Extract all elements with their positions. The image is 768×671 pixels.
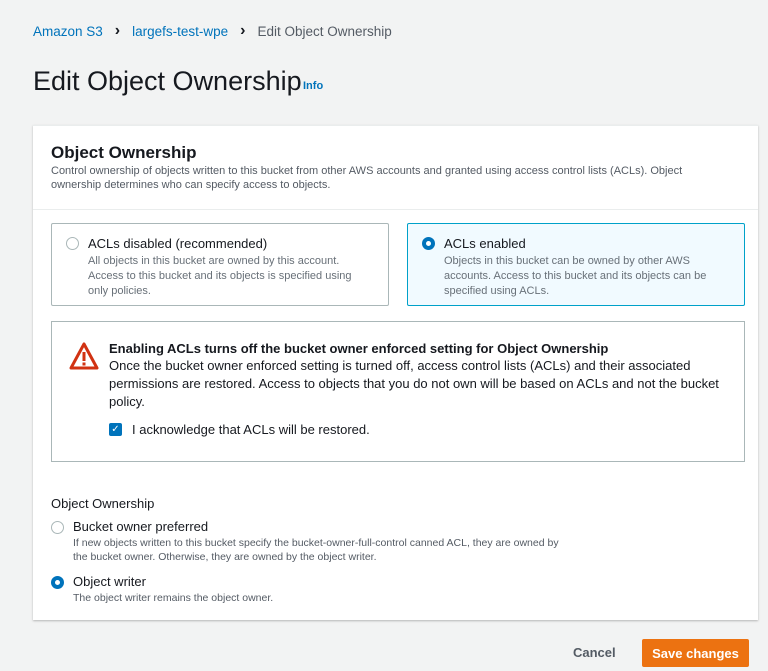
warning-icon: [69, 342, 99, 370]
option-object-writer[interactable]: [51, 574, 571, 605]
option-description: If new objects written to this bucket specify the bucket-owner-full-control canned ACL, they are owned by the bucket owner. Otherwise, they are owned by the object writer.: [73, 537, 559, 563]
acknowledge-label: I acknowledge that ACLs will be restored.: [132, 422, 370, 437]
tile-title: ACLs enabled: [444, 236, 526, 251]
panel-title: Object Ownership: [51, 143, 197, 162]
tile-title: ACLs disabled (recommended): [88, 236, 268, 251]
breadcrumb-amazon-s3[interactable]: Amazon S3: [33, 23, 103, 39]
option-title: Object writer: [73, 574, 146, 589]
breadcrumb: [33, 22, 392, 40]
option-description: The object writer remains the object owner.: [73, 592, 274, 604]
acls-enabled-tile[interactable]: [407, 223, 745, 306]
radio-bucket-owner-preferred[interactable]: [51, 521, 64, 534]
option-bucket-owner-preferred[interactable]: [51, 519, 571, 564]
chevron-right-icon: ›: [240, 22, 246, 39]
warning-alert: [51, 321, 745, 462]
tile-description: All objects in this bucket are owned by this account. Access to this bucket and its objects is specified using only policies.: [88, 255, 352, 297]
divider: [33, 209, 758, 210]
breadcrumb-current: Edit Object Ownership: [257, 23, 392, 39]
page-title: Edit Object Ownership: [33, 66, 302, 96]
radio-object-writer[interactable]: [51, 576, 64, 589]
checkbox-checked-icon[interactable]: ✓: [109, 423, 122, 436]
panel-description: Control ownership of objects written to this bucket from other AWS accounts and granted using access control lists (ACLs). Object ownership determines who can specify access to objects.: [51, 165, 683, 191]
save-changes-button[interactable]: Save changes: [642, 639, 749, 667]
option-title: Bucket owner preferred: [73, 519, 209, 534]
chevron-right-icon: ›: [114, 22, 121, 39]
acknowledge-checkbox-row[interactable]: [109, 422, 728, 437]
alert-title: Enabling ACLs turns off the bucket owner enforced setting for Object Ownership: [109, 341, 609, 356]
radio-acls-disabled[interactable]: [66, 237, 79, 250]
info-link[interactable]: Info: [303, 80, 324, 92]
tile-description: Objects in this bucket can be owned by other AWS accounts. Access to this bucket and its objects can be specified using ACLs.: [444, 255, 707, 297]
cancel-button[interactable]: Cancel: [573, 645, 616, 660]
radio-acls-enabled[interactable]: [422, 237, 435, 250]
object-ownership-panel: [33, 125, 758, 620]
acls-disabled-tile[interactable]: [51, 223, 389, 306]
alert-body: Once the bucket owner enforced setting is turned off, access control lists (ACLs) and their associated permissions are restored. Access to objects that you do not own will be based on ACLs and not the bucket policy.: [109, 358, 719, 409]
ownership-label: Object Ownership: [51, 496, 155, 511]
breadcrumb-bucket[interactable]: largefs-test-wpe: [132, 23, 229, 39]
